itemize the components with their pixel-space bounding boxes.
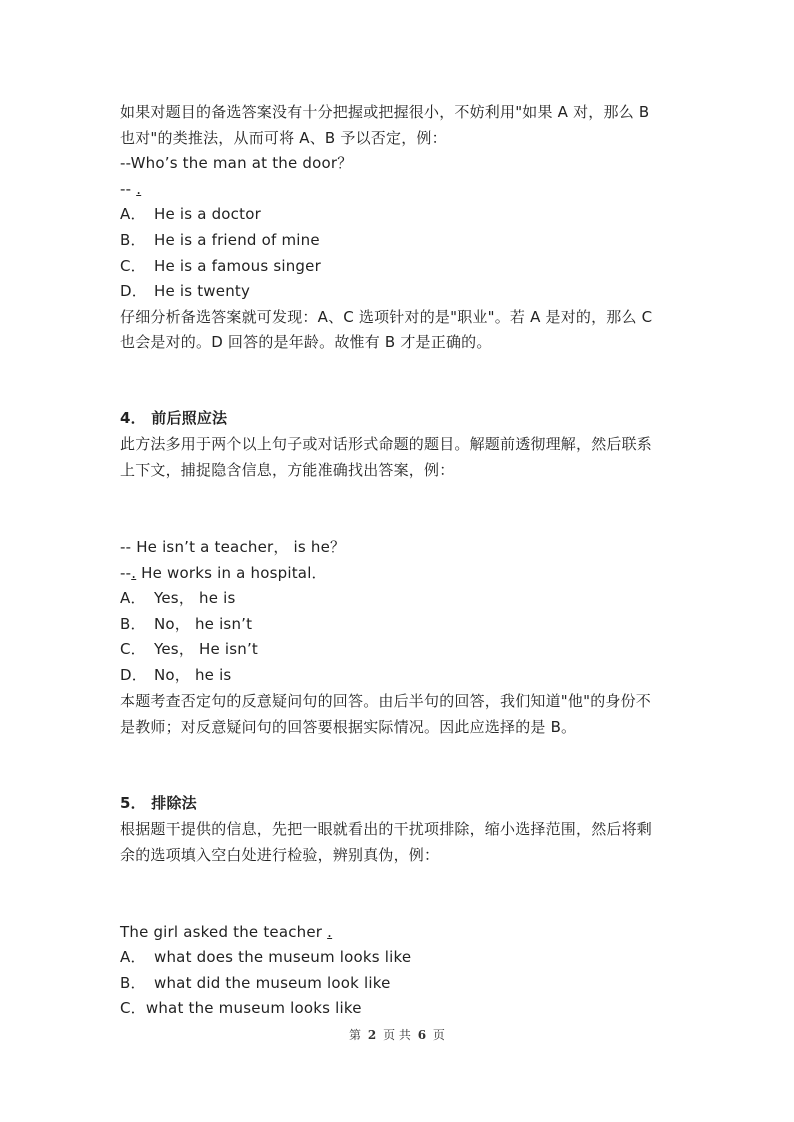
option-text: He is a doctor <box>154 205 261 223</box>
section5-option-a <box>120 946 411 968</box>
example1-option-a <box>120 203 261 225</box>
section4-analysis-line-2: 是教师；对反意疑问句的回答要根据实际情况。因此应选择的是 B。 <box>120 718 577 736</box>
option-text: what does the museum looks like <box>154 948 412 966</box>
example1-answer <box>120 178 141 200</box>
intro-line-2: 也对"的类推法，从而可将 A、B 予以否定，例： <box>120 129 447 147</box>
footer-middle: 页 共 <box>383 1028 411 1042</box>
section4-question: -- He isn’t a teacher， is he？ <box>120 538 346 556</box>
option-text: what did the museum look like <box>154 974 391 992</box>
section4-answer <box>120 562 327 584</box>
option-text: He is a famous singer <box>154 257 321 275</box>
page-footer <box>0 1026 794 1043</box>
section4-option-c <box>120 638 258 660</box>
section4-option-a <box>120 587 235 609</box>
example1-option-d <box>120 280 250 302</box>
section4-option-b <box>120 613 252 635</box>
example1-option-c <box>120 255 321 277</box>
section5-heading: 5． 排除法 <box>120 794 197 812</box>
option-letter: B． <box>120 974 146 992</box>
question-text: The girl asked the teacher <box>120 923 328 941</box>
option-text: Yes， He isn’t <box>154 640 258 658</box>
section5-option-c <box>120 997 362 1019</box>
option-letter: A． <box>120 948 146 966</box>
answer-prefix: -- <box>120 564 132 582</box>
option-text: what the museum looks like <box>145 999 362 1017</box>
section4-analysis-line-1: 本题考查否定句的反意疑问句的回答。由后半句的回答，我们知道"他"的身份不 <box>120 692 652 710</box>
footer-prefix: 第 <box>349 1028 362 1042</box>
section5-option-b <box>120 972 391 994</box>
example1-analysis-line-1: 仔细分析备选答案就可发现：A、C 选项针对的是"职业"。若 A 是对的，那么 C <box>120 308 653 326</box>
answer-text: He works in a hospital． <box>136 564 327 582</box>
section4-option-d <box>120 664 231 686</box>
option-text: He is a friend of mine <box>154 231 320 249</box>
answer-blank: . <box>136 180 142 198</box>
section5-desc-line-1: 根据题干提供的信息，先把一眼就看出的干扰项排除，缩小选择范围，然后将剩 <box>120 820 653 838</box>
example1-option-b <box>120 229 320 251</box>
footer-total-pages: 6 <box>417 1028 427 1042</box>
footer-suffix: 页 <box>432 1028 445 1042</box>
option-letter: B． <box>120 615 146 633</box>
option-letter: C． <box>120 640 146 658</box>
option-letter: B． <box>120 231 146 249</box>
option-text: He is twenty <box>154 282 251 300</box>
section4-heading: 4． 前后照应法 <box>120 409 228 427</box>
section4-desc-line-2: 上下文，捕捉隐含信息，方能准确找出答案，例： <box>120 461 455 479</box>
section5-desc-line-2: 余的选项填入空白处进行检验，辨别真伪，例： <box>120 846 440 864</box>
option-text: Yes， he is <box>154 589 236 607</box>
footer-current-page: 2 <box>367 1028 377 1042</box>
answer-blank: . <box>131 564 137 582</box>
section5-question <box>120 921 332 943</box>
option-letter: A． <box>120 589 146 607</box>
option-letter: C． <box>120 999 146 1017</box>
answer-prefix: -- <box>120 180 132 198</box>
example1-analysis-line-2: 也会是对的。D 回答的是年龄。故惟有 B 才是正确的。 <box>120 333 492 351</box>
example1-question: --Who’s the man at the door？ <box>120 154 353 172</box>
option-letter: C． <box>120 257 146 275</box>
section4-desc-line-1: 此方法多用于两个以上句子或对话形式命题的题目。解题前透彻理解，然后联系 <box>120 435 653 453</box>
option-letter: A． <box>120 205 146 223</box>
intro-line-1: 如果对题目的备选答案没有十分把握或把握很小，不妨利用"如果 A 对，那么 B <box>120 103 650 121</box>
option-letter: D． <box>120 282 147 300</box>
option-text: No， he isn’t <box>154 615 253 633</box>
answer-blank: . <box>327 923 333 941</box>
option-letter: D． <box>120 666 147 684</box>
option-text: No， he is <box>154 666 232 684</box>
